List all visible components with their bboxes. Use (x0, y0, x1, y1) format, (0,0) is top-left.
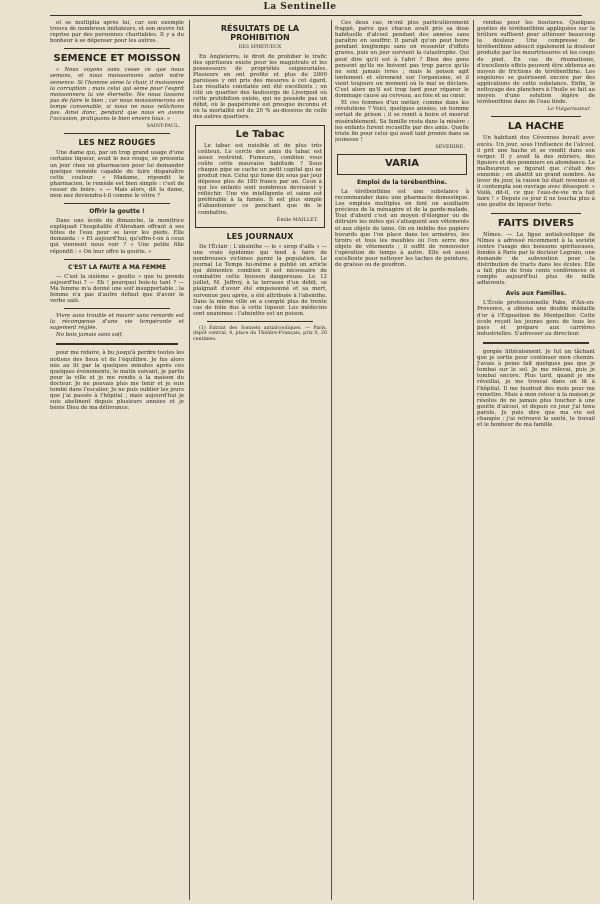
separator (64, 133, 170, 134)
maxim-text: Vivre sans trouble et mourir sans remords est la récompense d'une vie tempérante et sagement réglée. (50, 313, 184, 332)
column-2 (193, 20, 327, 900)
column-1 (50, 20, 184, 900)
intro-text: et se multiplia après lui, car son exemple trouva de nombreux imitateurs, et son œuvre fut reprise par des personnes charitables. Il y a du bonheur à se dépenser pour les autres. (50, 20, 184, 45)
column-4 (477, 20, 595, 900)
headline-varia: VARIA (385, 157, 419, 169)
separator (64, 203, 170, 204)
col4-text-1: rendus pour les boutures. Quelques gouttes de térébenthine appliquées sur la brûlure suffisent pour atténuer beaucoup la douleur. Une compresse de térébenthine adoucit également la douleur produite par les meurtrissures et les coups de pied. En cas de rhumatisme, d'excellents effets peuvent être obtenus au moyen de frictions de térébenthine. Les engelures se guérissent encore par des applications de cette substance. Enfin, le nettoyage des planchers à l'huile se fait au moyen d'une solution légère de térébenthine dans de l'eau tiède. (477, 20, 595, 106)
col3-text-1: Ces deux cas, m'ont plus particulièrement frappé, parce que chacun avait pris sa dose habituelle d'alcool pendant des années sans paraître en souffrir. Il paraît qu'on peut boire pendant longtemps sans en ressentir d'effets graves, puis un jour survient la catastrophe. Qui peut dire qu'il est à l'abri ? Bien des gens pensent qu'ils ne boivent pas trop parce qu'ils ne sont jamais ivres ; mais le poison agit lentement et sûrement sur l'organisme, et il vient toujours un moment où le mal se déclare. C'est alors qu'il est trop tard pour réparer le dommage causé au cerveau, au foie et au cœur. (335, 20, 469, 100)
separator (207, 321, 313, 322)
headline-tabac: Le Tabac (235, 128, 285, 140)
headline-therebentine: Emploi de la térébenthine. (356, 178, 448, 186)
therebentine-text: La térébenthine est une substance à recommander dans une pharmacie domestique. Les emplois multiples en font un auxiliaire précieux de la ménagère et de la garde-malade. Tout d'abord c'est un moyen d'éloigner ou de détruire les mites qui s'attaquent aux vêtements et aux objets de laine. On en imbibe des papiers buvards que l'on place dans les armoires, les tiroirs et tous les meubles où l'on serre des objets de vêtements ; il suffit de renouveler l'opération de temps à autre. Elle est aussi excellente pour nettoyer les taches de peinture, de graisse ou de goudron. (335, 188, 469, 269)
subheadline-spiritueux: DES SPIRITUEUX (238, 45, 282, 50)
col1-bottom-text: pour me refaire, à bu jusqu'à perdre toutes les notions des lieux et de l'équilibre. Je fus alors mis au lit par la quelques minutes après ces quelques événements, le matin suivant, je partis pour la ville et je me rendis à la maison du docteur. Je ne pouvais plus me tenir et je suis tombé dans l'escalier. Je ne puis oublier les jours que j'ai passés à l'hôpital ; mais aujourd'hui je suis abstinent depuis plusieurs années et je bénis Dieu de ma délivrance. (50, 350, 184, 412)
footnote-text: (1) Extrait des Sonnets antialcooliques. — Paris, dépôt central, 4, place du Théâtre-Français, prix 0, 20 centimes. (193, 325, 327, 343)
separator (64, 48, 170, 49)
headline-hache: LA HACHE (507, 121, 565, 133)
masthead-rule (50, 15, 582, 16)
tabac-signature: Émile MAILLET. (276, 216, 318, 223)
separator (64, 308, 170, 309)
column-rule (331, 20, 332, 900)
tabac-box (195, 125, 325, 228)
maxim-text-2: No bois jamais sans soif. (56, 332, 124, 339)
varia-box (337, 154, 467, 175)
avis-text: L'École professionnelle Pabe, d'Aix-en-Provence, a obtenu une double médaille d'or à l'Exposition de Montpellier. Cette école reçoit les jeunes gens de tous les pays et prépare aux carrières industrielles. S'adresser au directeur. (477, 300, 595, 337)
headline-offrir: Offrir la goutte ! (89, 208, 145, 216)
headline-avis: Avis aux Familles. (505, 290, 567, 298)
section-divider (56, 343, 178, 345)
tabac-text: Le tabac est nuisible et de plus très coûteux. Le cercle des amis du tabac est assez restreint. Fumeurs, combien vous coûte cette mauvaise habitude ? Sous chaque pipe se cache un petit capital qui ne produit rien. Celui qui fume dix sous par jour dépense plus de 180 francs par an. Ceux à qui les enfants sont nombreux devraient y réfléchir. Une vie intelligente et saine est préférable à la fumée. Il est plus simple d'abandonner ce penchant que de le combattre. (198, 142, 322, 216)
offrir-text: Dans une école du dimanche, la monitrice expliquait l'hospitalité d'Abraham offrant à ses hôtes de l'eau pour se laver les pieds. Elle demanda : « Et aujourd'hui, qu'offre-t-on à ceux qui viennent nous voir ? » Une petite fille répondit : « On leur offre la goutte. » (50, 218, 184, 255)
headline-faits-divers: FAITS DIVERS (497, 217, 575, 229)
column-rule (189, 20, 190, 900)
separator (64, 259, 170, 260)
faute-text: — C'est la sixième « goutte » que tu prends aujourd'hui ? — Eh ! pourquoi bois-tu tant ? — Ma femme m'a donné une soif insupportable ; la femme n'a pas d'autre défaut que d'avoir le verbe salé. (50, 273, 184, 304)
resultats-text: En Angleterre, le droit de prohiber le trafic des spiritueux existe pour les magistrats et les possesseurs de propriétés seigneuriales. Plusieurs en ont profité et plus de 2000 paroisses y ont pris des mesures à cet égard. Les résultats constatés ont été excellents ; en cité un quartier des faubourgs de Liverpool où cette prohibition existe, qui ne possède pas un débit, où le paupérisme est presque inconnu et où la mortalité est de 20 % au-dessous de celle des autres quartiers. (193, 53, 327, 121)
headline-faute: C'EST LA FAUTE A MA FEMME (67, 263, 167, 271)
section-divider (483, 342, 589, 344)
journaux-text: De l'Éclair : L'absinthe — le « sirop d'alfa » — une vraie épidémie qui tend à faire de nombreuses victimes parmi la population. Le journal Le Temps lui-même a publié un article qui démontre combien il est nécessaire de combattre cette boisson dangereuse. Le 12 juillet, M. Jeffroy, à la terrasse d'un débit, se plaignait d'avoir été empoisonné et sa mort, survenue peu après, a été attribuée à l'absinthe. Dans la même ville on a compté plus de trente cas de folie dus à cette liqueur. Les médecins sont unanimes : l'absinthe est un poison. (193, 243, 327, 317)
semence-signature: SAINT-PAUL. (146, 123, 180, 130)
separator (491, 213, 581, 214)
headline-journaux: LES JOURNAUX (226, 231, 294, 241)
column-rule (473, 20, 474, 900)
col4-signature: Le Vulgarisateur. (547, 106, 591, 113)
headline-nez-rouges: LES NEZ ROUGES (78, 138, 156, 148)
headline-resultats: RÉSULTATS DE LA PROHIBITION (220, 24, 300, 42)
separator (491, 116, 581, 117)
column-3 (335, 20, 469, 900)
col3-text-2: Et ces femmes d'un métier, comme dans les révolutions ? Voici, quelques années, un homme sortait de prison ; il se remit à boire et mourut misérablement. Sa famille resta dans la misère ; les enfants furent recueillis par des amis. Quelle triste fin pour celui qui avait tant promis dans sa jeunesse ! (335, 100, 469, 143)
headline-semence: SEMENCE ET MOISSON (53, 53, 181, 65)
col4-bottom-text: gorgée littéralement. Je fut un tâchant que je sortie pour continuer mon chemin. J'avais à peine fait quelques pas que je tombai sur le sol. Je me relevai, puis je tombai encore. Plus tard, quand je me réveillai, je me trouvai dans un lit à l'hôpital. Il me faudrait des mois pour me remettre. Mais à mon retour à la maison je résolus de ne jamais plus toucher à une goutte d'alcool, et depuis ce jour j'ai tenu parole. Je puis dire que ma vie est changée ; j'ai retrouvé la santé, le travail et le bonheur de ma famille. (477, 348, 595, 429)
faits-text: Nîmes. — La ligue antialcoolique de Nîmes a adressé récemment à la société contre l'usage des boissons spiritueuses, fondée à Paris par le docteur Legrain, une demande de subvention pour la distribution de tracts dans les écoles. Elle a fait plus de trois cents conférences et compte aujourd'hui plus de mille adhérents. (477, 231, 595, 287)
nez-rouges-text: Une dame qui, par un trop grand usage d'une certaine liqueur, avait le nez rouge, se présenta un jour chez un pharmacien pour lui demander quelque remède capable de faire disparaître cette couleur. « Madame, répondit le pharmacien, le remède est bien simple : c'est de cesser de boire. » — Mais alors, dit la dame, mon nez deviendra-t-il comme le vôtre ? (50, 150, 184, 199)
masthead-title: La Sentinelle (263, 2, 337, 12)
semence-text: « Nous voyons sans cesse ce que nous semons, et nous moissonnons selon notre semence. Si l'homme sème la chair, il moissonne la corruption ; mais celui qui sème pour l'esprit moissonnera la vie éternelle. Ne nous lassons pas de faire le bien ; car nous moissonnerons en temps convenable, si nous ne nous relâchons pas. Ainsi donc, pendant que nous en avons l'occasion, pratiquons le bien envers tous. » (50, 67, 184, 123)
hache-text: Un habitant des Cévennes buvait avec excès. Un jour, sous l'influence de l'alcool, il prit une hache et se rendit dans son verger. Il y avait là des mûriers, des figuiers et des pommiers en abondance. Le malheureux se figurait que c'était des ennemis ; en abattit un grand nombre. Au lever du jour, la raison lui était revenue et il contempla son ouvrage avec désespoir. « Voilà, dit-il, ce que l'eau-de-vie m'a fait faire ! » Depuis ce jour il ne toucha plus à une goutte de liqueur forte. (477, 135, 595, 209)
col3-signature: SÉVERINE. (435, 143, 465, 150)
